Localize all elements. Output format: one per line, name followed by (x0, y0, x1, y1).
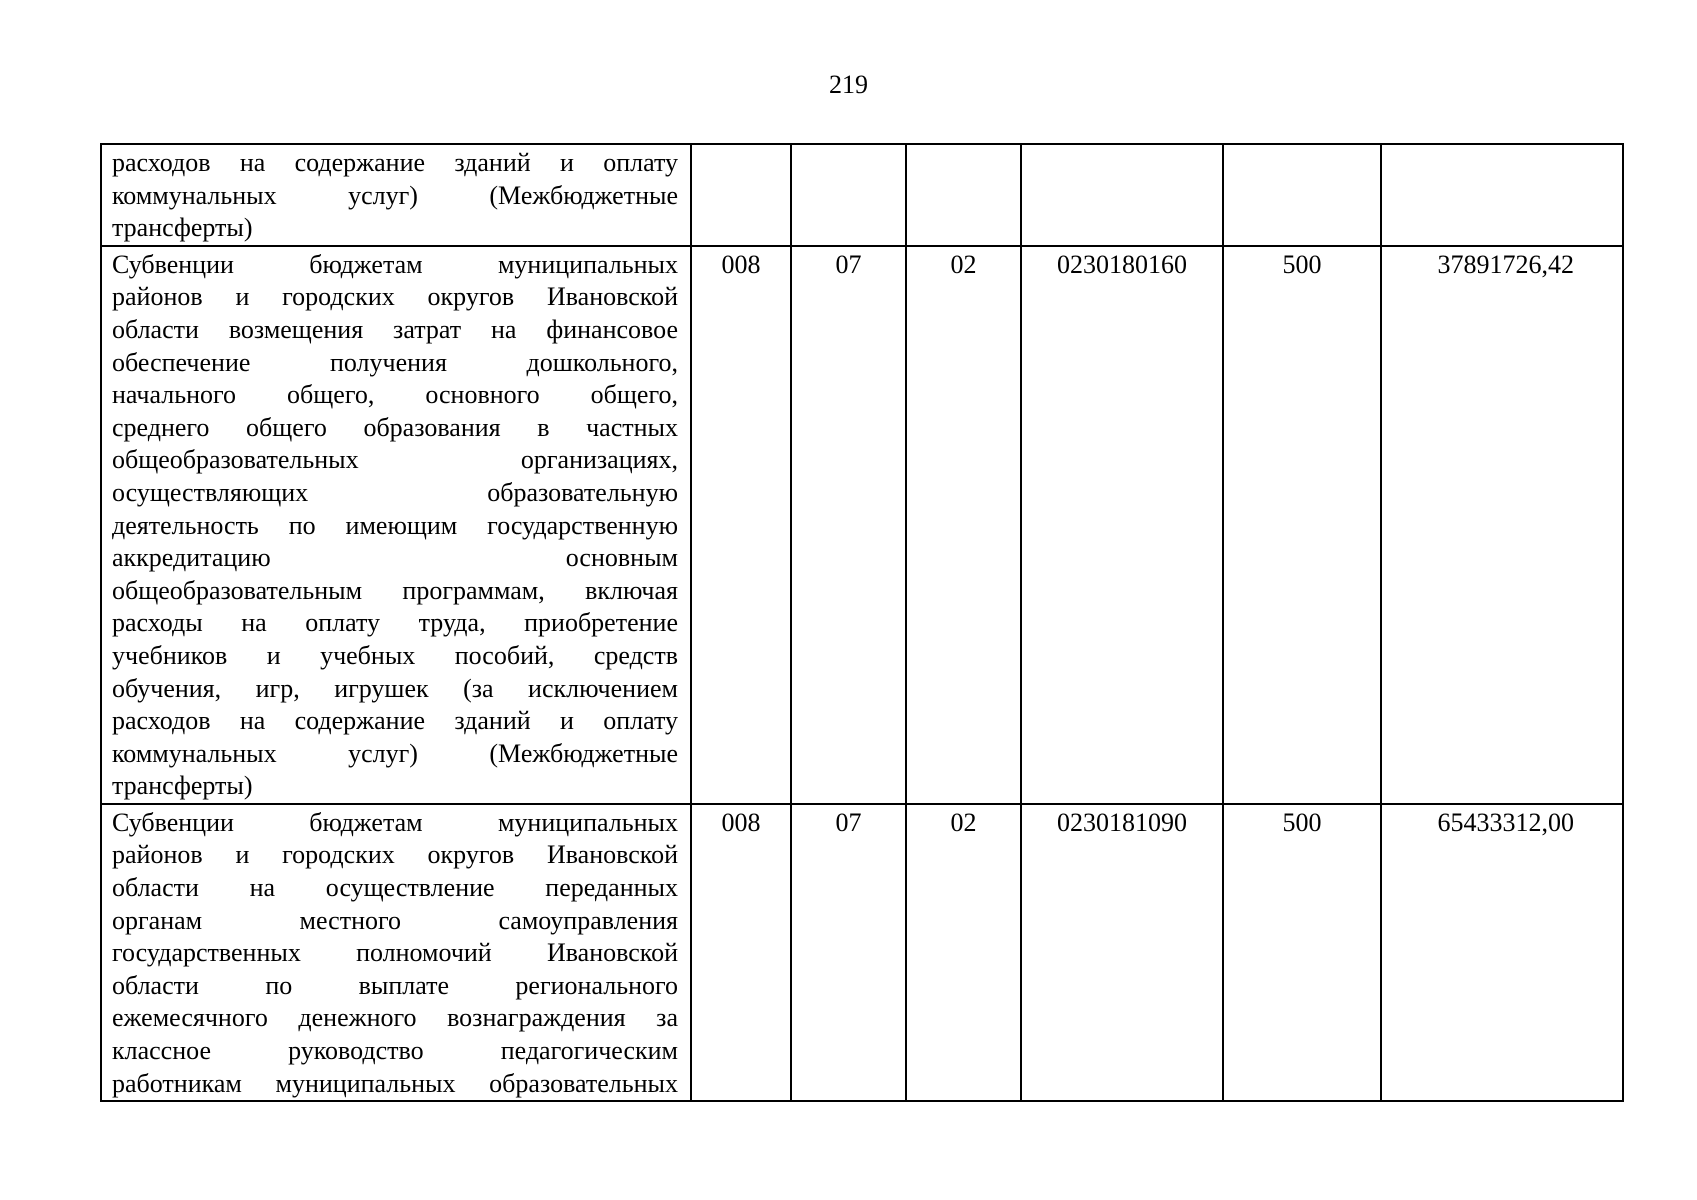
description-line: осуществляющих образовательную (112, 477, 678, 507)
description-line: области на осуществление переданных (112, 873, 678, 903)
description-line: расходов на содержание зданий и оплату (112, 148, 678, 177)
cell-subsection (906, 144, 1021, 246)
cell-expense-type: 500 (1223, 246, 1381, 804)
cell-target-item (1021, 144, 1223, 246)
description-line: коммунальных услуг) (Межбюджетные (112, 738, 678, 768)
cell-ministry: 008 (691, 246, 791, 804)
cell-amount: 65433312,00 (1381, 804, 1623, 1101)
description-line: ежемесячного денежного вознаграждения за (112, 1003, 678, 1033)
table-body (101, 144, 1623, 1101)
description-line: районов и городских округов Ивановской (112, 282, 678, 312)
description-line: обучения, игр, игрушек (за исключением (112, 673, 678, 703)
description-line: области возмещения затрат на финансовое (112, 314, 678, 344)
cell-target-item: 0230181090 (1021, 804, 1223, 1101)
description-line: государственных полномочий Ивановской (112, 938, 678, 968)
cell-section: 07 (791, 804, 906, 1101)
cell-subsection: 02 (906, 804, 1021, 1101)
description-line: учебников и учебных пособий, средств (112, 640, 678, 670)
cell-expense-type: 500 (1223, 804, 1381, 1101)
cell-amount: 37891726,42 (1381, 246, 1623, 804)
description-line: расходы на оплату труда, приобретение (112, 608, 678, 638)
row-description (101, 246, 691, 804)
table-row (101, 246, 1623, 804)
description-line: коммунальных услуг) (Межбюджетные (112, 180, 678, 210)
cell-section (791, 144, 906, 246)
cell-ministry (691, 144, 791, 246)
description-line: трансферты) (112, 771, 253, 801)
budget-table (100, 143, 1624, 1102)
cell-amount (1381, 144, 1623, 246)
description-line: аккредитацию основным (112, 543, 678, 573)
cell-ministry: 008 (691, 804, 791, 1101)
cell-subsection: 02 (906, 246, 1021, 804)
row-description (101, 144, 691, 246)
description-line: классное руководство педагогическим (112, 1036, 678, 1066)
description-line: обеспечение получения дошкольного, (112, 347, 678, 377)
cell-section: 07 (791, 246, 906, 804)
description-line: области по выплате регионального (112, 970, 678, 1000)
table-row (101, 804, 1623, 1101)
description-line: трансферты) (112, 213, 253, 243)
row-description (101, 804, 691, 1101)
description-line: органам местного самоуправления (112, 905, 678, 935)
description-line: районов и городских округов Ивановской (112, 840, 678, 870)
table-row (101, 144, 1623, 246)
page-number: 219 (829, 70, 868, 99)
description-line: Субвенции бюджетам муниципальных (112, 249, 678, 279)
description-line: деятельность по имеющим государственную (112, 510, 678, 540)
description-line: среднего общего образования в частных (112, 412, 678, 442)
description-line: общеобразовательных организациях, (112, 445, 678, 475)
description-line: работникам муниципальных образовательных (112, 1068, 678, 1098)
cell-target-item: 0230180160 (1021, 246, 1223, 804)
description-line: начального общего, основного общего, (112, 380, 678, 410)
cell-expense-type (1223, 144, 1381, 246)
description-line: Субвенции бюджетам муниципальных (112, 807, 678, 837)
description-line: общеобразовательным программам, включая (112, 575, 678, 605)
description-line: расходов на содержание зданий и оплату (112, 706, 678, 736)
